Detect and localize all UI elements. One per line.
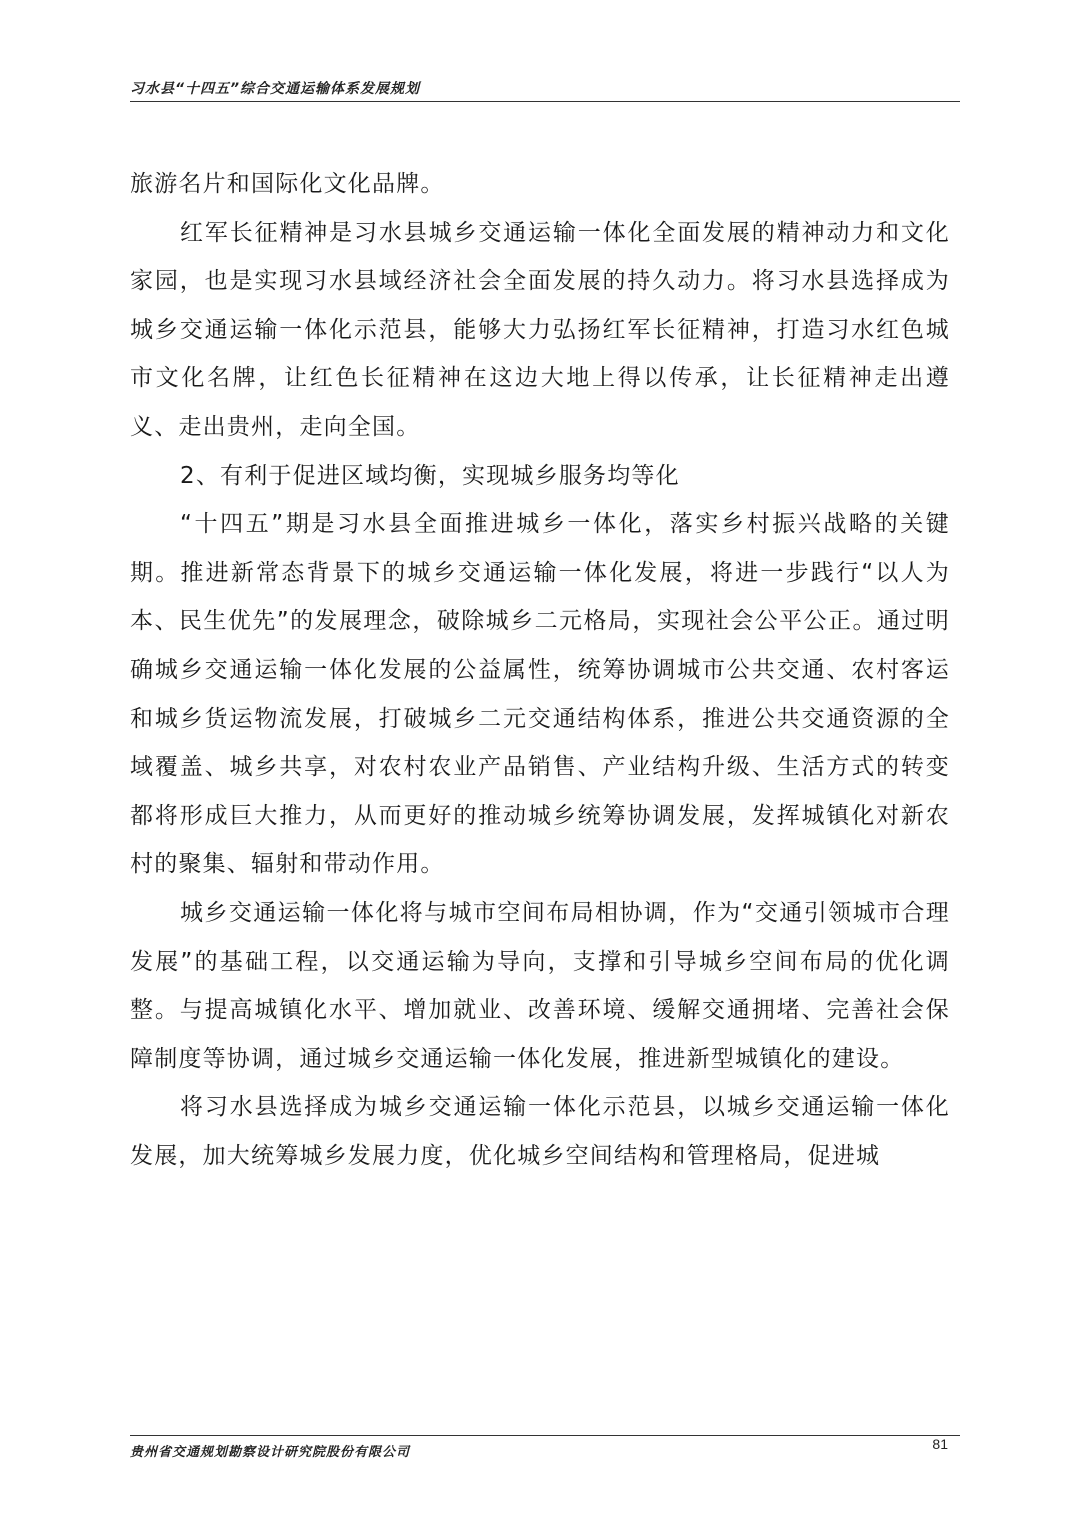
footer-divider xyxy=(130,1435,960,1436)
page-header xyxy=(130,78,960,102)
document-title: 习水县“十四五”综合交通运输体系发展规划 xyxy=(130,81,421,97)
page-number: 81 xyxy=(932,1436,948,1452)
paragraph-long-march-spirit: 红军长征精神是习水县城乡交通运输一体化全面发展的精神动力和文化家园，也是实现习水县域经济社会全面发展的持久动力。将习水县选择成为城乡交通运输一体化示范县，能够大力弘扬红军长征精神，打造习水红色城市文化名牌，让红色长征精神在这边大地上得以传承，让长征精神走出遵义、走出贵州，走向全国。 xyxy=(130,219,950,440)
paragraph-demonstration-county: 将习水县选择成为城乡交通运输一体化示范县，以城乡交通运输一体化发展，加大统筹城乡发展力度，优化城乡空间结构和管理格局，促进城 xyxy=(130,1094,950,1169)
paragraph-continuation: 旅游名片和国际化文化品牌。 xyxy=(130,171,445,197)
section-heading: 2、有利于促进区域均衡，实现城乡服务均等化 xyxy=(180,462,680,489)
paragraph-spatial-layout: 城乡交通运输一体化将与城市空间布局相协调，作为“交通引领城市合理发展”的基础工程，以交通运输为导向，支撑和引导城乡空间布局的优化调整。与提高城镇化水平、增加就业、改善环境、缓解交通拥堵、完善社会保障制度等协调，通过城乡交通运输一体化发展，推进新型城镇化的建设。 xyxy=(130,899,950,1072)
body-text xyxy=(130,160,950,1180)
paragraph-14th-five-year: “十四五”期是习水县全面推进城乡一体化，落实乡村振兴战略的关键期。推进新常态背景下的城乡交通运输一体化发展，将进一步践行“以人为本、民生优先”的发展理念，破除城乡二元格局，实现社会公平公正。通过明确城乡交通运输一体化发展的公益属性，统筹协调城市公共交通、农村客运和城乡货运物流发展，打破城乡二元交通结构体系，推进公共交通资源的全域覆盖、城乡共享，对农村农业产品销售、产业结构升级、生活方式的转变都将形成巨大推力，从而更好的推动城乡统筹协调发展，发挥城镇化对新农村的聚集、辐射和带动作用。 xyxy=(130,511,950,878)
footer-organization: 贵州省交通规划勘察设计研究院股份有限公司 xyxy=(130,1445,411,1460)
header-divider xyxy=(130,101,960,102)
